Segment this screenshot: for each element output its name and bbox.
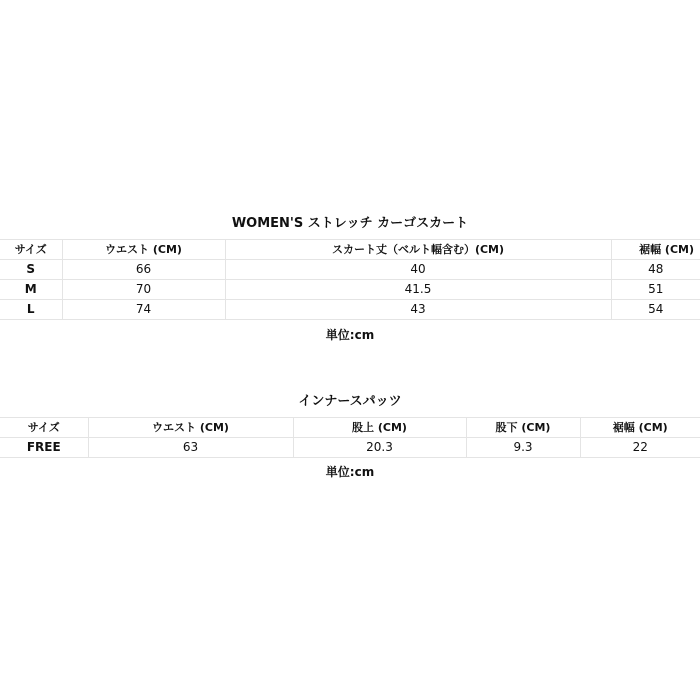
- size-label: L: [0, 300, 62, 320]
- hem-value: 54: [611, 300, 700, 320]
- skirt-unit-note: 単位:cm: [325, 328, 375, 342]
- header-inseam: 股下 (CM): [466, 418, 580, 438]
- hem-value: 48: [611, 260, 700, 280]
- skirt-size-table: [0, 239, 700, 320]
- waist-value: 74: [62, 300, 225, 320]
- length-value: 40: [225, 260, 611, 280]
- rise-value: 20.3: [293, 438, 466, 458]
- table-header-row: [0, 240, 700, 260]
- table-row: [0, 438, 700, 458]
- size-label: M: [0, 280, 62, 300]
- length-value: 41.5: [225, 280, 611, 300]
- header-size: サイズ: [0, 418, 88, 438]
- table-row: [0, 280, 700, 300]
- size-label: S: [0, 260, 62, 280]
- pants-size-table: [0, 417, 700, 458]
- inseam-value: 9.3: [466, 438, 580, 458]
- header-hem-width: 裾幅 (CM): [611, 240, 700, 260]
- pants-title: インナースパッツ: [298, 394, 402, 409]
- waist-value: 66: [62, 260, 225, 280]
- header-waist: ウエスト (CM): [62, 240, 225, 260]
- hem-value: 51: [611, 280, 700, 300]
- pants-unit-note: 単位:cm: [325, 465, 375, 479]
- table-row: [0, 260, 700, 280]
- length-value: 43: [225, 300, 611, 320]
- skirt-title: WOMEN'S ストレッチ カーゴスカート: [231, 216, 469, 231]
- table-header-row: [0, 418, 700, 438]
- table-row: [0, 300, 700, 320]
- hem-value: 22: [580, 438, 700, 458]
- header-waist: ウエスト (CM): [88, 418, 293, 438]
- header-size: サイズ: [0, 240, 62, 260]
- waist-value: 63: [88, 438, 293, 458]
- waist-value: 70: [62, 280, 225, 300]
- header-rise: 股上 (CM): [293, 418, 466, 438]
- header-hem-width: 裾幅 (CM): [580, 418, 700, 438]
- size-label: FREE: [0, 438, 88, 458]
- header-skirt-length: スカート丈（ベルト幅含む）(CM): [225, 240, 611, 260]
